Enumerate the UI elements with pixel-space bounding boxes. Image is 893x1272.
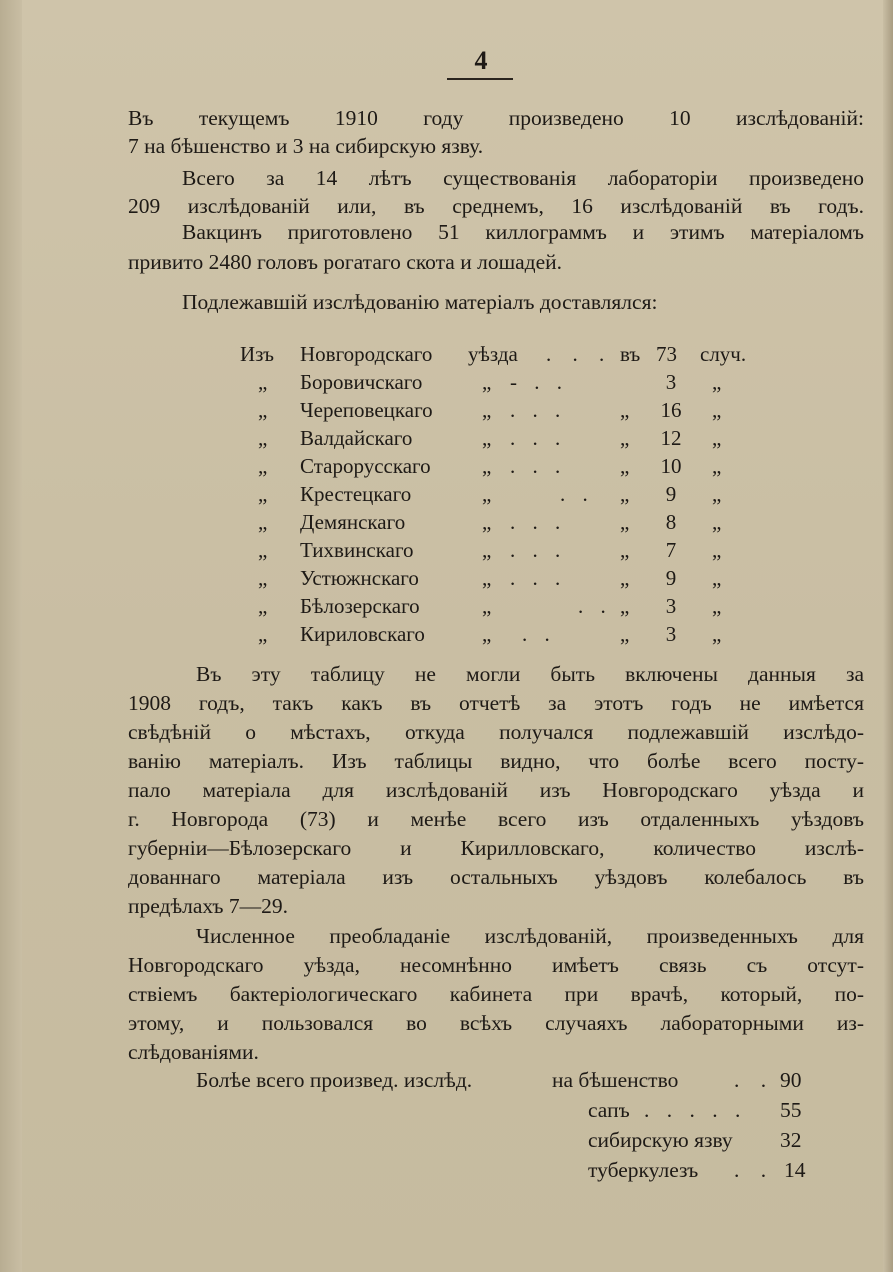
ditto-mark: „ bbox=[258, 510, 268, 534]
leader-dots: . . . bbox=[510, 454, 567, 478]
ditto-mark: „ bbox=[712, 370, 722, 394]
ditto-mark: „ bbox=[712, 454, 722, 478]
paragraph-4-line-5: пало матеріала для изслѣдованій изъ Новгородскаго уѣзда и bbox=[128, 778, 864, 802]
leader-dots: . . bbox=[578, 594, 612, 618]
district-name: Крестецкаго bbox=[300, 482, 412, 506]
district-name: Череповецкаго bbox=[300, 398, 433, 422]
summary-label: туберкулезъ bbox=[588, 1158, 699, 1182]
ditto-mark: „ bbox=[482, 594, 492, 618]
page-right-edge-shadow bbox=[883, 0, 893, 1272]
ditto-mark: „ bbox=[620, 398, 630, 422]
leader-dots: . . . bbox=[510, 398, 567, 422]
paragraph-1-line-2: 7 на бѣшенство и 3 на сибирскую язву. bbox=[128, 134, 484, 158]
ditto-mark: „ bbox=[258, 538, 268, 562]
district-name: Устюжнскаго bbox=[300, 566, 419, 590]
count: 12 bbox=[660, 426, 682, 450]
ditto-mark: „ bbox=[620, 426, 630, 450]
leader-dots: . . . bbox=[510, 566, 567, 590]
paragraph-4-line-2: 1908 годъ, такъ какъ въ отчетѣ за этотъ годъ не имѣется bbox=[128, 691, 864, 715]
ditto-mark: „ bbox=[712, 426, 722, 450]
ditto-mark: „ bbox=[482, 426, 492, 450]
count: 10 bbox=[660, 454, 682, 478]
leader-dots: . . bbox=[734, 1068, 775, 1092]
paragraph-3-line-1: Вакцинъ приготовлено 51 киллограммъ и этимъ матеріаломъ bbox=[182, 220, 864, 244]
page-left-edge-shadow bbox=[0, 0, 22, 1272]
ditto-mark: „ bbox=[482, 482, 492, 506]
ditto-mark: „ bbox=[620, 622, 630, 646]
paragraph-2-line-1: Всего за 14 лѣтъ существованія лабораторіи произведено bbox=[182, 166, 864, 190]
summary-value: 55 bbox=[780, 1098, 802, 1122]
summary-label: сапъ bbox=[588, 1098, 630, 1122]
leader-dots: . . . . . bbox=[644, 1098, 747, 1122]
count: 73 bbox=[656, 342, 677, 366]
page-number-underline bbox=[447, 78, 513, 80]
page-number: 4 bbox=[474, 46, 488, 75]
paragraph-4-line-4: ванію матеріалъ. Изъ таблицы видно, что болѣе всего посту- bbox=[128, 749, 864, 773]
paragraph-2-line-2: 209 изслѣдованій или, въ среднемъ, 16 изслѣдованій въ годъ. bbox=[128, 194, 864, 218]
district-name: Старорусскаго bbox=[300, 454, 431, 478]
ditto-mark: „ bbox=[482, 370, 492, 394]
ditto-mark: „ bbox=[620, 566, 630, 590]
count: 9 bbox=[665, 566, 677, 590]
ditto-mark: „ bbox=[482, 566, 492, 590]
summary-label: на бѣшенство bbox=[552, 1068, 679, 1092]
ditto-mark: „ bbox=[712, 482, 722, 506]
paragraph-5-line-3: ствіемъ бактеріологическаго кабинета при врачѣ, который, по- bbox=[128, 982, 864, 1006]
paragraph-1-line-1: Въ текущемъ 1910 году произведено 10 изслѣдованій: bbox=[128, 106, 864, 130]
uezd-word: уѣзда bbox=[468, 342, 518, 366]
leader-dots: . . bbox=[560, 482, 594, 506]
ditto-mark: „ bbox=[712, 398, 722, 422]
summary-value: 90 bbox=[780, 1068, 802, 1092]
ditto-mark: „ bbox=[620, 510, 630, 534]
leader-dots: . . . bbox=[546, 342, 613, 366]
paragraph-3-line-2: привито 2480 головъ рогатаго скота и лошадей. bbox=[128, 250, 563, 274]
district-name: Демянскаго bbox=[300, 510, 406, 534]
count: 9 bbox=[665, 482, 677, 506]
count: 3 bbox=[665, 622, 677, 646]
leader-dots: . . bbox=[734, 1158, 775, 1182]
ditto-mark: „ bbox=[620, 454, 630, 478]
count: 3 bbox=[665, 594, 677, 618]
row-prefix: Изъ bbox=[240, 342, 274, 366]
count: 3 bbox=[665, 370, 677, 394]
unit: случ. bbox=[700, 342, 747, 366]
paragraph-4-line-8: дованнаго матеріала изъ остальныхъ уѣздовъ колебалось въ bbox=[128, 865, 864, 889]
ditto-mark: „ bbox=[258, 594, 268, 618]
ditto-mark: „ bbox=[712, 622, 722, 646]
ditto-mark: „ bbox=[620, 538, 630, 562]
summary-value: 32 bbox=[780, 1128, 802, 1152]
leader-dots: . . . bbox=[510, 510, 567, 534]
paragraph-4-line-1: Въ эту таблицу не могли быть включены данныя за bbox=[196, 662, 864, 686]
ditto-mark: „ bbox=[258, 398, 268, 422]
ditto-mark: „ bbox=[712, 566, 722, 590]
paragraph-5-line-5: слѣдованіями. bbox=[128, 1040, 259, 1064]
ditto-mark: „ bbox=[620, 594, 630, 618]
leader-dots: - . . bbox=[510, 370, 568, 394]
district-name: Тихвинскаго bbox=[300, 538, 414, 562]
ditto-mark: „ bbox=[258, 426, 268, 450]
district-name: Бѣлозерскаго bbox=[300, 594, 420, 618]
paragraph-5-line-1: Численное преобладаніе изслѣдованій, произведенныхъ для bbox=[196, 924, 864, 948]
district-name: Кириловскаго bbox=[300, 622, 425, 646]
ditto-mark: „ bbox=[482, 622, 492, 646]
ditto-mark: „ bbox=[620, 482, 630, 506]
paragraph-5-line-4: этому, и пользовался во всѣхъ случаяхъ лабораторными из- bbox=[128, 1011, 864, 1035]
ditto-mark: „ bbox=[482, 538, 492, 562]
table-heading: Подлежавшій изслѣдованію матеріалъ доставлялся: bbox=[182, 290, 658, 314]
summary-lead: Болѣе всего произвед. изслѣд. bbox=[196, 1068, 473, 1092]
ditto-mark: „ bbox=[712, 594, 722, 618]
paragraph-4-line-9: предѣлахъ 7—29. bbox=[128, 894, 288, 918]
count: 8 bbox=[665, 510, 677, 534]
ditto-mark: „ bbox=[712, 510, 722, 534]
ditto-mark: „ bbox=[258, 566, 268, 590]
ditto-mark: „ bbox=[258, 454, 268, 478]
paragraph-4-line-3: свѣдѣній о мѣстахъ, откуда получался подлежавшій изслѣдо- bbox=[128, 720, 864, 744]
summary-label: сибирскую язву bbox=[588, 1128, 733, 1152]
v-word: въ bbox=[620, 342, 641, 366]
count: 16 bbox=[660, 398, 682, 422]
district-name: Валдайскаго bbox=[300, 426, 413, 450]
district-name: Боровичскаго bbox=[300, 370, 423, 394]
ditto-mark: „ bbox=[258, 370, 268, 394]
ditto-mark: „ bbox=[258, 482, 268, 506]
leader-dots: . . . bbox=[510, 426, 567, 450]
paragraph-5-line-2: Новгородскаго уѣзда, несомнѣнно имѣетъ связь съ отсут- bbox=[128, 953, 864, 977]
leader-dots: . . . bbox=[510, 538, 567, 562]
ditto-mark: „ bbox=[482, 398, 492, 422]
ditto-mark: „ bbox=[712, 538, 722, 562]
ditto-mark: „ bbox=[482, 510, 492, 534]
leader-dots: . . bbox=[522, 622, 556, 646]
paragraph-4-line-7: губерніи—Бѣлозерскаго и Кирилловскаго, количество изслѣ- bbox=[128, 836, 864, 860]
count: 7 bbox=[665, 538, 677, 562]
ditto-mark: „ bbox=[482, 454, 492, 478]
ditto-mark: „ bbox=[258, 622, 268, 646]
paragraph-4-line-6: г. Новгорода (73) и менѣе всего изъ отдаленныхъ уѣздовъ bbox=[128, 807, 864, 831]
district-name: Новгородскаго bbox=[300, 342, 433, 366]
summary-value: 14 bbox=[784, 1158, 806, 1182]
